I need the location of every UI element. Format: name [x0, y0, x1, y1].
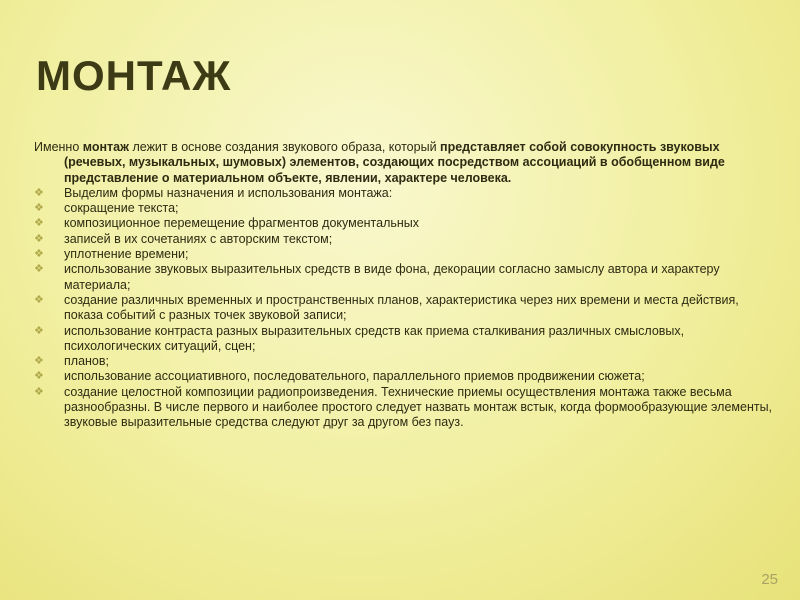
- intro-bold-1: монтаж: [82, 140, 129, 154]
- bullet-icon: ❖: [34, 186, 44, 199]
- intro-text-2: лежит в основе создания звукового образа, который: [128, 140, 441, 154]
- intro-paragraph: [34, 140, 774, 186]
- intro-bold-2: представляет собой совокупность звуковых (речевых, музыкальных, шумовых) элементов, создающих посредством ассоциаций в обобщенном виде представление о материальном объекте, явлении, характере человека.: [64, 140, 725, 185]
- list-item: ❖ записей в их сочетаниях с авторским текстом;: [34, 231, 333, 246]
- bullet-icon: ❖: [34, 324, 44, 337]
- list-item: ❖ планов;: [34, 354, 109, 369]
- list-item: ❖ использование контраста разных выразительных средств как приема сталкивания различных смысловых, психологических ситуаций, сцен;: [34, 323, 685, 353]
- bullet-icon: ❖: [34, 263, 44, 276]
- bullet-icon: ❖: [34, 202, 44, 215]
- list-item: ❖ композиционное перемещение фрагментов документальных: [34, 216, 420, 231]
- slide-content: [34, 140, 774, 431]
- bullet-icon: ❖: [34, 232, 44, 245]
- list-item: ❖ создание различных временных и пространственных планов, характеристика через них времени и места действия, показа событий с разных точек звуковой записи;: [34, 292, 739, 323]
- bullet-icon: ❖: [34, 385, 44, 398]
- list-item: ❖ уплотнение времени;: [34, 247, 189, 262]
- intro-text-1: Именно: [34, 140, 83, 154]
- bullet-list: [34, 186, 774, 431]
- bullet-icon: ❖: [34, 217, 44, 230]
- bullet-icon: ❖: [34, 248, 44, 261]
- bullet-icon: ❖: [34, 370, 44, 383]
- bullet-icon: ❖: [34, 293, 44, 306]
- bullet-icon: ❖: [34, 355, 44, 368]
- list-item: ❖ использование звуковых выразительных средств в виде фона, декорации согласно замыслу автора и характеру материала;: [34, 262, 720, 292]
- list-item: ❖ сокращение текста;: [34, 201, 179, 216]
- list-item: ❖ Выделим формы назначения и использования монтажа:: [34, 185, 393, 200]
- page-number: 25: [761, 571, 778, 588]
- slide-title: МОНТАЖ: [36, 52, 232, 99]
- list-item: ❖ использование ассоциативного, последовательного, параллельного приемов продвижении сюжета;: [34, 369, 645, 384]
- list-item: ❖ создание целостной композиции радиопроизведения. Технические приемы осуществления монтажа также весьма разнообразны. В числе первого и наиболее простого следует назвать монтаж встык, когда формообразующие элементы, звуковые выразительные средства следуют друг за другом без пауз.: [34, 384, 773, 430]
